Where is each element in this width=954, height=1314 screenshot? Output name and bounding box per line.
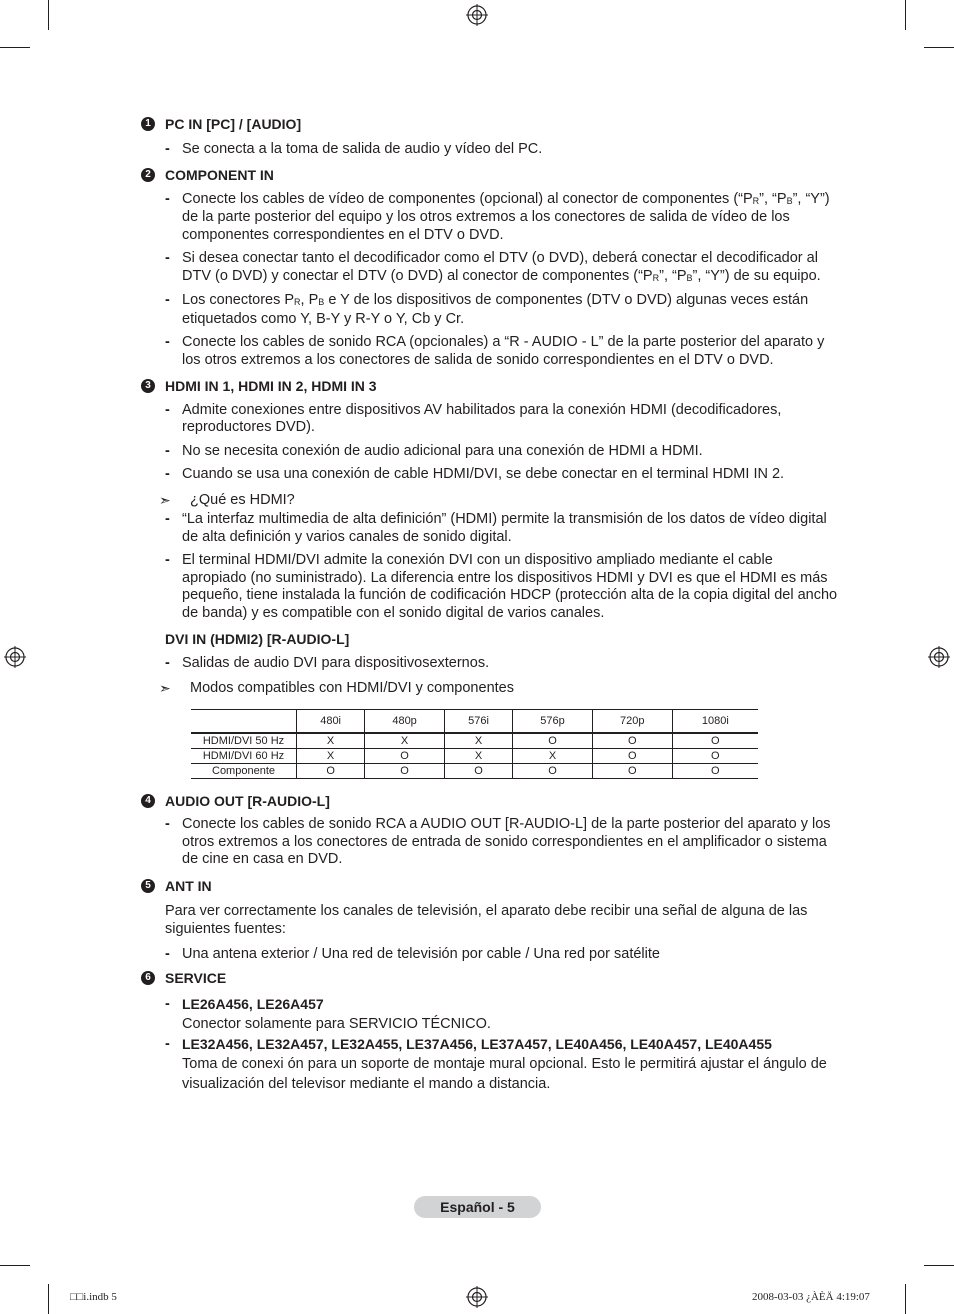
list-item: - LE26A456, LE26A457 Conector solamente para SERVICIO TÉCNICO. [141,994,841,1034]
section-title: SERVICE [165,969,227,986]
section-number-icon: 2 [141,168,155,182]
crop-mark [905,1284,906,1314]
registration-mark-icon [4,646,26,668]
section-number-icon: 3 [141,379,155,393]
section-heading-ant-in [141,878,841,896]
list-item: - Una antena exterior / Una red de televisión por cable / Una red por satélite [165,946,660,962]
dash-bullet: - [165,946,170,962]
dash-bullet: - [165,1036,170,1052]
crop-mark [48,0,49,30]
crop-mark [905,0,906,30]
dash-bullet: - [165,190,170,207]
list-item: - Conecte los cables de vídeo de componentes (opcional) al conector de componentes (“$P_R$”, “$P_B$”, “Y”) de la parte posterior del equipo y los otros extremos a los conectores de salida de vídeo de los componentes correspondientes en el DTV o DVD. [165,190,830,243]
compatible-modes-table [191,709,758,779]
dash-bullet: - [165,466,170,482]
list-item: - Conecte los cables de sonido RCA (opcionales) a “R - AUDIO - L” de la parte posterior del aparato y los otros extremos a los conectores de salida de sonido correspondientes en el DTV o DVD. [165,334,825,368]
file-slug: □□i.indb 5 [70,1291,117,1303]
list-item: - Conecte los cables de sonido RCA a AUDIO OUT [R-AUDIO-L] de la parte posterior del aparato y los otros extremos a los conectores de entrada de sonido correspondientes en el amplificador o sistema de cine en casa en DVD. [165,816,831,867]
section-heading-component-in [141,167,841,185]
table-row: HDMI/DVI 50 Hz X X X O O O [191,733,758,749]
crop-mark [0,47,30,48]
crop-mark [0,1265,30,1266]
section-number-icon: 6 [141,971,155,985]
list-item: - LE32A456, LE32A457, LE32A455, LE37A456, LE37A457, LE40A456, LE40A457, LE40A455 Toma de conexi ón para un soporte de montaje mural opcional. Esto le permitirá ajustar el ángulo de visualización del televisor mediante el mando a distancia. [141,1034,841,1094]
section-number-icon: 1 [141,117,155,131]
list-item: - Admite conexiones entre dispositivos AV habilitados para la conexión HDMI (decodificadores, reproductores DVD). [165,401,782,435]
table-header-row: 480i 480p 576i 576p 720p 1080i [191,709,758,733]
table-row: HDMI/DVI 60 Hz X O X X O O [191,748,758,763]
section-title: PC IN [PC] / [AUDIO] [165,116,302,132]
note-item: ➣ Modos compatibles con HDMI/DVI y componentes [159,680,514,696]
paragraph: Para ver correctamente los canales de televisión, el aparato debe recibir una señal de alguna de las siguientes fuentes: [165,903,808,937]
list-item: - No se necesita conexión de audio adicional para una conexión de HDMI a HDMI. [165,442,703,459]
dash-bullet: - [165,250,170,266]
section-heading-service [141,970,841,988]
model-list: LE26A456, LE26A457 [182,996,324,1012]
section-title: COMPONENT IN [165,167,274,183]
dash-bullet: - [165,140,170,157]
dash-bullet: - [165,292,170,308]
dash-bullet: - [165,654,170,671]
dash-bullet: - [165,442,170,459]
note-arrow-icon: ➣ [159,491,171,508]
section-title: ANT IN [165,877,212,894]
page-number-badge: Español - 5 [414,1196,541,1218]
list-item: - Los conectores $P_R$, $P_B$ e Y de los dispositivos de componentes (DTV o DVD) algunas veces están etiquetados como Y, B-Y y R-Y o Y, Cb y Cr. [165,292,809,327]
subsection-title-dvi-in: DVI IN (HDMI2) [R-AUDIO-L] [165,631,350,647]
dash-bullet: - [165,816,170,832]
registration-mark-icon [928,646,950,668]
section-heading-pc-in [141,116,841,134]
crop-mark [924,1265,954,1266]
table-row: Componente O O O O O O [191,763,758,778]
list-item: - Salidas de audio DVI para dispositivosexternos. [165,654,490,671]
list-item: - Si desea conectar tanto el decodificador como el DTV (o DVD), deberá conectar el decodificador al DTV (o DVD) y conectar el DTV (o DVD) al conector de componentes (“$P_R$”, “$P_B$”, “Y”) de su equipo. [165,250,821,284]
section-number-icon: 5 [141,879,155,893]
section-number-icon: 4 [141,794,155,808]
crop-mark [924,47,954,48]
page-content [141,116,841,1094]
section-title: HDMI IN 1, HDMI IN 2, HDMI IN 3 [165,378,377,394]
dash-bullet: - [165,401,170,418]
dash-bullet: - [165,552,170,568]
list-item: - “La interfaz multimedia de alta definición” (HDMI) permite la transmisión de los datos de vídeo digital de alta definición y varios canales de sonido digital. [165,511,827,545]
dash-bullet: - [165,511,170,527]
section-heading-audio-out [141,793,841,811]
registration-mark-icon [466,4,488,26]
dash-bullet: - [165,996,170,1012]
list-item: - Cuando se usa una conexión de cable HDMI/DVI, se debe conectar en el terminal HDMI IN 2. [165,466,785,482]
registration-mark-icon [466,1286,488,1308]
dash-bullet: - [165,334,170,350]
note-item: ➣ ¿Qué es HDMI? [159,491,295,508]
section-heading-hdmi-in [141,378,841,396]
section-title: AUDIO OUT [R-AUDIO-L] [165,792,330,809]
note-arrow-icon: ➣ [159,680,171,696]
model-list: LE32A456, LE32A457, LE32A455, LE37A456, LE37A457, LE40A456, LE40A457, LE40A455 [182,1036,772,1052]
list-item: - Se conecta a la toma de salida de audio y vídeo del PC. [165,140,543,157]
crop-mark [48,1284,49,1314]
list-item: - El terminal HDMI/DVI admite la conexión DVI con un dispositivo ampliado mediante el cable apropiado (no suministrado). La diferencia entre los dispositivos HDMI y DVI es que el HDMI es más pequeño, tiene instalada la función de codificación HDCP (protección alta de la copia digital del ancho de banda) y es compatible con el sonido digital de varios canales. [165,552,838,621]
print-timestamp: 2008-03-03 ¿ÀÈÄ 4:19:07 [752,1291,870,1303]
